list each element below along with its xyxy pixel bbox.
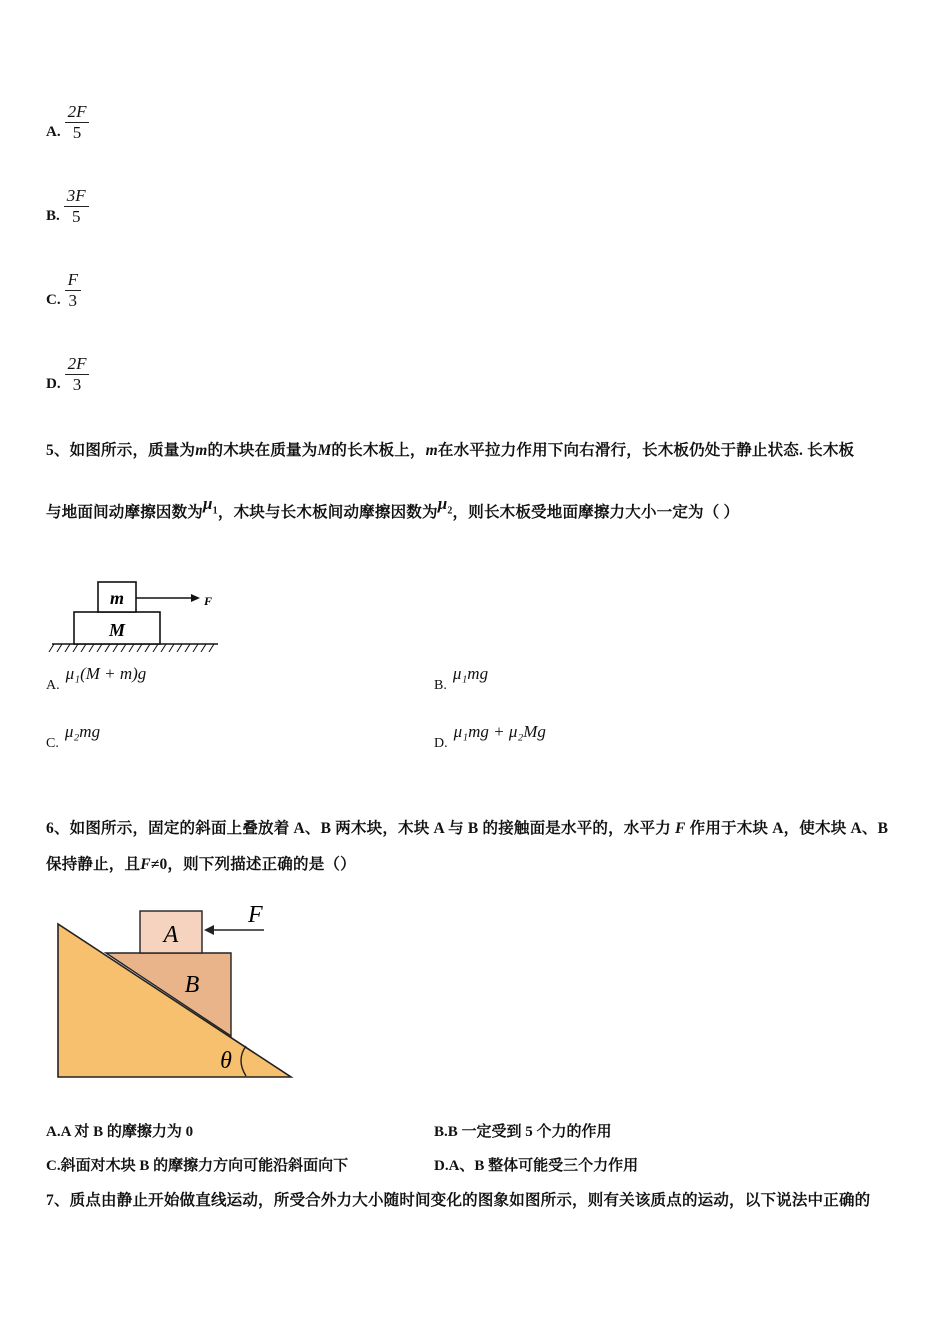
- fraction-numerator: 3F: [66, 186, 86, 205]
- mu-1: $\mu_1$: [203, 494, 218, 517]
- q6-line-2: 保持静止，且F≠0，则下列描述正确的是（）: [46, 856, 356, 873]
- block-b-label: B: [184, 972, 200, 998]
- fraction-denominator: 3: [68, 291, 78, 310]
- block-a-label: A: [163, 922, 179, 948]
- block-m-label: m: [109, 588, 125, 608]
- q6-option-d: D.A、B 整体可能受三个力作用: [434, 1158, 639, 1174]
- force-label: F: [204, 594, 213, 608]
- board-M-label: M: [108, 620, 126, 640]
- fraction: [65, 354, 90, 395]
- q6-option-a: A.A 对 B 的摩擦力为 0: [46, 1124, 194, 1140]
- q6-option-c: C.斜面对木块 B 的摩擦力方向可能沿斜面向下: [46, 1158, 349, 1174]
- fraction-denominator: 5: [71, 207, 81, 226]
- option-expression: μ₁(M + m)g: [65, 664, 147, 683]
- angle-label: θ: [220, 1048, 232, 1074]
- fraction: [65, 270, 81, 311]
- q6-option-b: B.B 一定受到 5 个力的作用: [434, 1124, 612, 1140]
- option-letter: D.: [46, 376, 61, 392]
- q5-line-1: 5、如图所示，质量为m的木块在质量为M的长木板上，m在水平拉力作用下向右滑行，长木板仍处于静止状态. 长木板: [46, 442, 855, 459]
- fraction: [65, 102, 90, 143]
- option-letter: A.: [46, 124, 61, 140]
- option-expression: μ₁mg + μ₂Mg: [453, 722, 546, 741]
- q5-line-2: 与地面间动摩擦因数为$\mu_1$，木块与长木板间动摩擦因数为$\mu_2$，则长木板受地面摩擦力大小一定为（ ）: [46, 494, 740, 521]
- option-letter: A.: [46, 678, 60, 693]
- q4-option-a: [46, 102, 89, 143]
- fraction-numerator: F: [67, 270, 78, 289]
- option-expression: μ₁mg: [452, 664, 489, 683]
- q5-option-a: [46, 664, 147, 694]
- mu-2: $\mu_2$: [437, 494, 453, 517]
- q6-line-1: 6、如图所示，固定的斜面上叠放着 A、B 两木块，木块 A 与 B 的接触面是水平的，水平力 F 作用于木块 A，使木块 A、B: [46, 820, 889, 837]
- q5-option-c: [46, 722, 101, 752]
- option-letter: C.: [46, 736, 59, 751]
- q5-figure: [46, 572, 226, 658]
- fraction-numerator: 2F: [67, 102, 87, 121]
- q4-option-b: [46, 186, 89, 227]
- option-expression: μ₂mg: [64, 722, 101, 741]
- arrow-head-icon: [191, 594, 200, 602]
- option-letter: B.: [434, 678, 447, 693]
- force-label: F: [248, 902, 263, 928]
- fraction-denominator: 3: [72, 375, 82, 394]
- q5-option-d: [434, 722, 546, 752]
- fraction-numerator: 2F: [67, 354, 87, 373]
- q4-option-c: [46, 270, 81, 311]
- arrow-head-icon: [204, 925, 214, 935]
- option-letter: D.: [434, 736, 448, 751]
- option-letter: B.: [46, 208, 60, 224]
- fraction: [64, 186, 89, 227]
- q7-line-1: 7、质点由静止开始做直线运动，所受合外力大小随时间变化的图象如图所示，则有关该质点的运动，以下说法中正确的: [46, 1192, 871, 1209]
- fraction-denominator: 5: [72, 123, 82, 142]
- option-letter: C.: [46, 292, 61, 308]
- q4-option-d: [46, 354, 89, 395]
- q6-figure: [46, 898, 306, 1088]
- q5-option-b: [434, 664, 489, 694]
